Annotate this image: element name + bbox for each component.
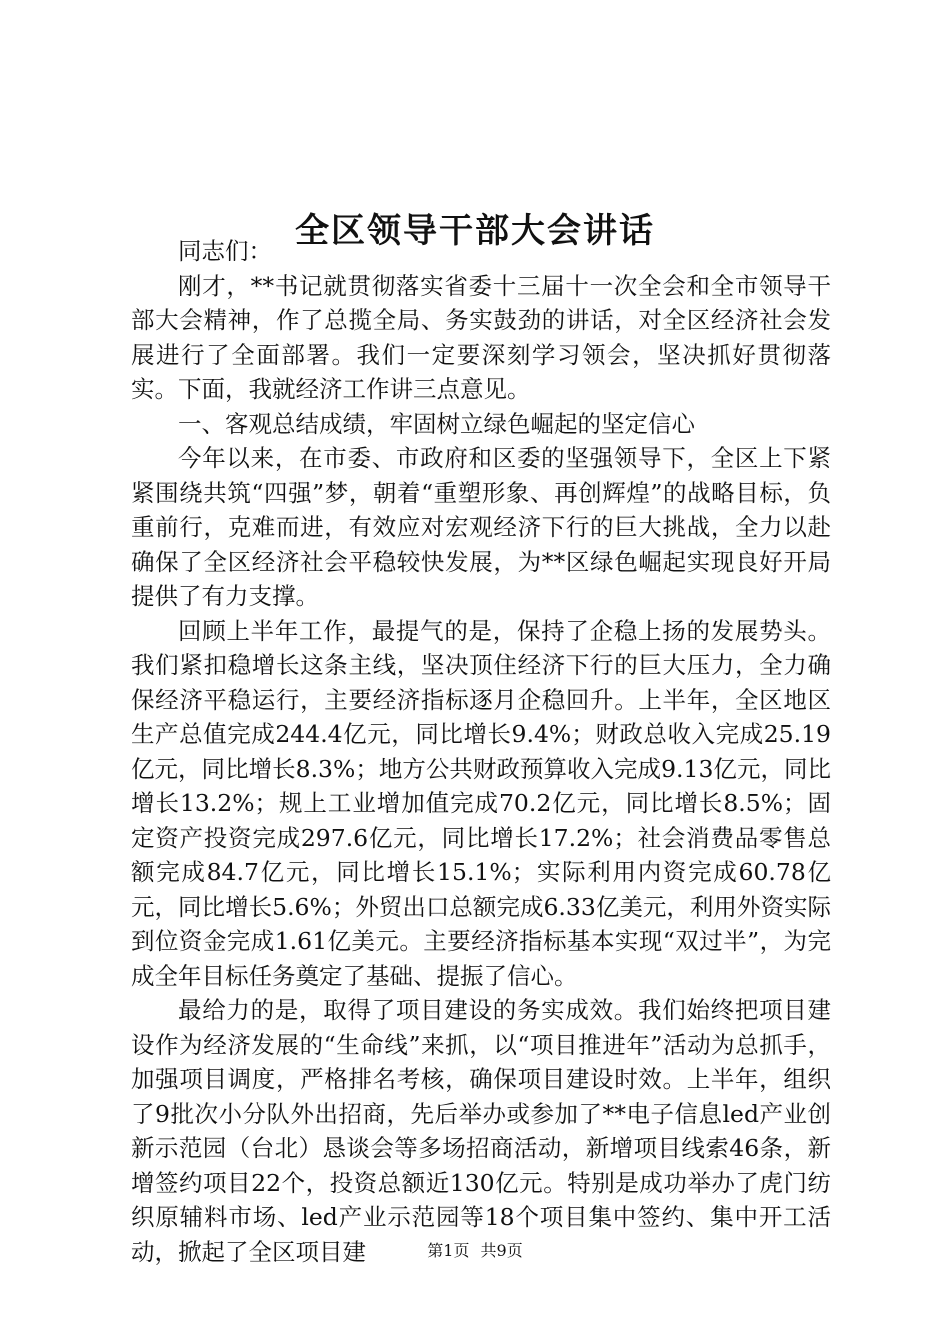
paragraph-overview: 今年以来，在市委、市政府和区委的坚强领导下，全区上下紧紧围绕共筑“四强”梦，朝着“重塑形象、再创辉煌”的战略目标，负重前行，克难而进，有效应对宏观经济下行的巨大挑战，全力以赴确保了全区经济社会平稳较快发展，为**区绿色崛起实现良好开局提供了有力支撑。: [131, 444, 831, 610]
page-number-current: 第1页: [427, 1241, 470, 1260]
paragraph-salutation: 同志们：: [178, 237, 272, 265]
page-footer: [0, 1240, 950, 1262]
section-heading-1: 一、客观总结成绩，牢固树立绿色崛起的坚定信心: [178, 409, 695, 438]
paragraph-economic-indicators: 回顾上半年工作，最提气的是，保持了企稳上扬的发展势头。我们紧扣稳增长这条主线，坚决顶住经济下行的巨大压力，全力确保经济平稳运行，主要经济指标逐月企稳回升。上半年，全区地区生产总值完成244.4亿元，同比增长9.4%；财政总收入完成25.19亿元，同比增长8.3%；地方公共财政预算收入完成9.13亿元，同比增长13.2%；规上工业增加值完成70.2亿元，同比增长8.5%；固定资产投资完成297.6亿元，同比增长17.2%；社会消费品零售总额完成84.7亿元，同比增长15.1%；实际利用内资完成60.78亿元，同比增长5.6%；外贸出口总额完成6.33亿美元，利用外资实际到位资金完成1.61亿美元。主要经济指标基本实现“双过半”，为完成全年目标任务奠定了基础、提振了信心。: [131, 616, 831, 990]
page-number-total: 共9页: [480, 1241, 523, 1260]
paragraph-project-construction: 最给力的是，取得了项目建设的务实成效。我们始终把项目建设作为经济发展的“生命线”来抓，以“项目推进年”活动为总抓手，加强项目调度，严格排名考核，确保项目建设时效。上半年，组织了9批次小分队外出招商，先后举办或参加了**电子信息led产业创新示范园（台北）恳谈会等多场招商活动，新增项目线索46条，新增签约项目22个，投资总额近130亿元。特别是成功举办了虎门纺织原辅料市场、led产业示范园等18个项目集中签约、集中开工活动，掀起了全区项目建: [131, 996, 831, 1266]
document-body: [131, 234, 831, 1269]
paragraph-intro: 刚才，**书记就贯彻落实省委十三届十一次全会和全市领导干部大会精神，作了总揽全局、务实鼓劲的讲话，对全区经济社会发展进行了全面部署。我们一定要深刻学习领会，坚决抓好贯彻落实。下面，我就经济工作讲三点意见。: [131, 271, 831, 403]
document-title: 全区领导干部大会讲话: [295, 210, 655, 251]
